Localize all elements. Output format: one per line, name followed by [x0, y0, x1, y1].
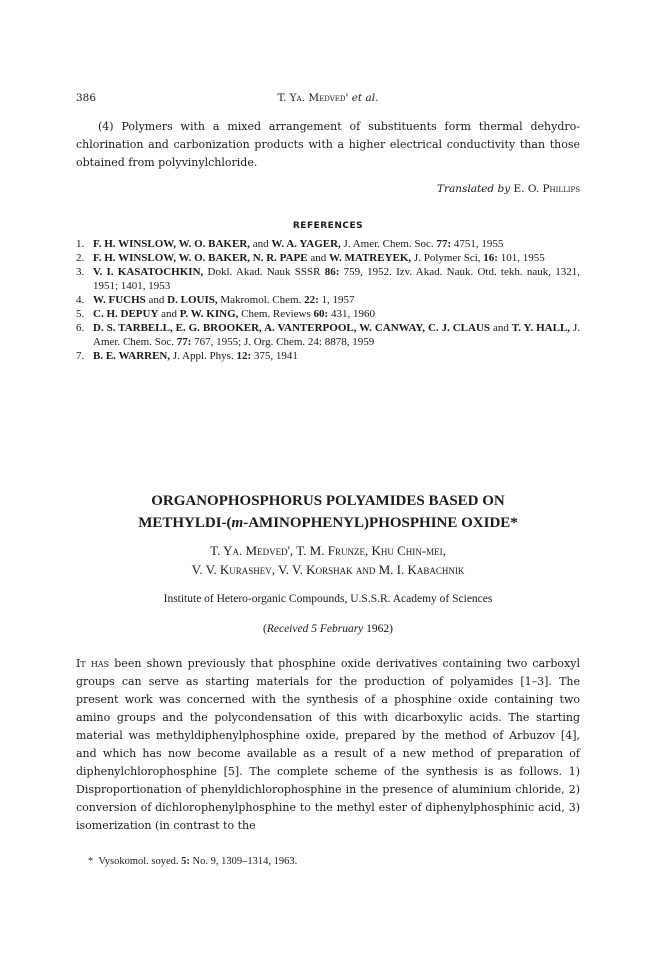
reference-pages: 759, 1952. Izv. Akad. Nauk. Otd. tekh. nauk, 1321, 1951; 1401, 1953 [93, 266, 580, 292]
reference-journal: J. Amer. Chem. Soc. [93, 322, 580, 348]
article-title-line1: ORGANOPHOSPHORUS POLYAMIDES BASED ON [151, 493, 505, 509]
received-date: (Received 5 February 1962) [263, 623, 393, 635]
footnote-marker: * [88, 856, 94, 867]
reference-journal: J. Polymer Sci, [411, 252, 484, 264]
footnote [88, 856, 578, 867]
reference-pages: 4751, 1955 [451, 238, 504, 250]
reference-number: 1. [76, 238, 85, 250]
reference-authors: V. I. KASATOCHKIN, [93, 266, 204, 278]
reference-authors: W. A. YAGER, [271, 238, 341, 250]
translator-prefix: Translated by [436, 183, 511, 195]
article-authors [76, 541, 580, 579]
reference-pages: 1, 1957 [318, 294, 355, 306]
authors-line2: V. V. Kurashev, V. V. Korshak and M. I. Kabachnik [191, 562, 465, 577]
reference-volume: 60: [313, 308, 329, 320]
reference-authors: F. H. WINSLOW, W. O. BAKER, N. R. PAPE [93, 252, 308, 264]
conclusion-paragraph [76, 118, 580, 172]
article-title [76, 490, 580, 534]
reference-journal: J. Amer. Chem. Soc. [340, 238, 437, 250]
conclusion-text: (4) Polymers with a mixed arrangement of substituents form thermal dehydro-chlorination and carbonization products with a higher electrical conductivity than those obtained from polyvinylchloride. [76, 120, 580, 169]
translator-credit [437, 183, 580, 195]
reference-connector: and [307, 252, 329, 264]
references-heading: REFERENCES [292, 221, 364, 231]
page-number: 386 [76, 92, 97, 104]
reference-authors: D. S. TARBELL, E. G. BROOKER, A. VANTERPOOL, W. CANWAY, C. J. CLAUS [93, 322, 491, 334]
reference-list [76, 237, 580, 363]
reference-volume: 16: [483, 252, 498, 264]
reference-authors: W. MATREYEK, [328, 252, 412, 264]
reference-number: 4. [76, 294, 85, 306]
reference-connector: and [158, 308, 180, 320]
page-header [76, 92, 580, 108]
article-title-part: METHYLDI-( [138, 515, 232, 531]
reference-authors: P. W. KING, [179, 308, 239, 320]
translator-name: E. O. Phillips [513, 183, 580, 195]
reference-authors: F. H. WINSLOW, W. O. BAKER, [93, 238, 251, 250]
running-head-names: T. Ya. Medved' [277, 92, 349, 104]
reference-item [76, 265, 580, 293]
reference-volume: 12: [236, 350, 252, 362]
reference-journal: Makromol. Chem. [217, 294, 305, 306]
received-day-month: 5 February [311, 623, 364, 635]
reference-pages: 101, 1955 [497, 252, 545, 264]
running-head [76, 92, 580, 104]
authors-line1: T. Ya. Medved', T. M. Frunze, Khu Chin-mei, [210, 543, 446, 558]
article-title-italic: m [231, 515, 244, 531]
footnote-journal: Vysokomol. soyed. [98, 856, 179, 867]
reference-authors: W. FUCHS [93, 294, 146, 306]
received-label: Received [266, 623, 309, 635]
reference-volume: 77: [436, 238, 452, 250]
reference-item [76, 321, 580, 349]
running-head-etal: et al. [351, 92, 379, 104]
reference-number: 7. [76, 350, 85, 362]
reference-item [76, 307, 580, 321]
article-title-line2 [76, 512, 580, 534]
reference-number: 6. [76, 322, 85, 334]
reference-volume: 22: [304, 294, 319, 306]
reference-authors: B. E. WARREN, [93, 350, 171, 362]
reference-item [76, 349, 580, 363]
body-paragraph [76, 655, 580, 835]
reference-journal: Chem. Reviews [238, 308, 314, 320]
reference-authors: D. LOUIS, [167, 294, 218, 306]
reference-connector: and [250, 238, 272, 250]
reference-pages: 431, 1960 [328, 308, 375, 320]
body-text: been shown previously that phosphine oxide derivatives containing two carboxyl groups can serve as starting materials for the production of polyamides [1–3]. The present work was concerned with the synthesis of a phosphine oxide containing two amino groups and the polycondensation of this with dicarboxylic acids. The starting material was methyldiphenylphosphine oxide, prepared by the method of Arbuzov [4], and which has now become available as a result of a new method of preparation of diphenylchlorophosphine [5]. The complete scheme of the synthesis is as follows. 1) Disproportionation of phenyldichlorophosphine in the presence of aluminium chloride, 2) conversion of dichlorophenylphosphine to the methyl ester of diphenylphosphinic acid, 3) isomerization (in contrast to the [76, 657, 580, 832]
reference-number: 2. [76, 252, 85, 264]
reference-pages: 375, 1941 [251, 350, 298, 362]
reference-authors: T. Y. HALL, [511, 322, 571, 334]
institute: Institute of Hetero-organic Compounds, U.S.S.R. Academy of Sciences [163, 593, 493, 605]
reference-connector: and [145, 294, 168, 306]
reference-number: 5. [76, 308, 85, 320]
reference-number: 3. [76, 266, 85, 278]
reference-connector: and [490, 322, 512, 334]
reference-item [76, 237, 580, 251]
reference-volume: 86: [324, 266, 340, 278]
footnote-details: No. 9, 1309–1314, 1963. [189, 856, 298, 867]
reference-authors: C. H. DEPUY [93, 308, 159, 320]
reference-pages: 767, 1955; J. Org. Chem. 24: 8878, 1959 [191, 336, 375, 348]
reference-journal: J. Appl. Phys. [170, 350, 237, 362]
reference-journal: Dokl. Akad. Nauk SSSR [203, 266, 325, 278]
received-year: 1962 [366, 623, 390, 635]
reference-item [76, 251, 580, 265]
footnote-volume: 5: [181, 856, 190, 867]
reference-volume: 77: [176, 336, 192, 348]
article-title-part: -AMINOPHENYL)PHOSPHINE OXIDE* [243, 515, 518, 531]
body-lead: It has [76, 657, 110, 670]
reference-item [76, 293, 580, 307]
